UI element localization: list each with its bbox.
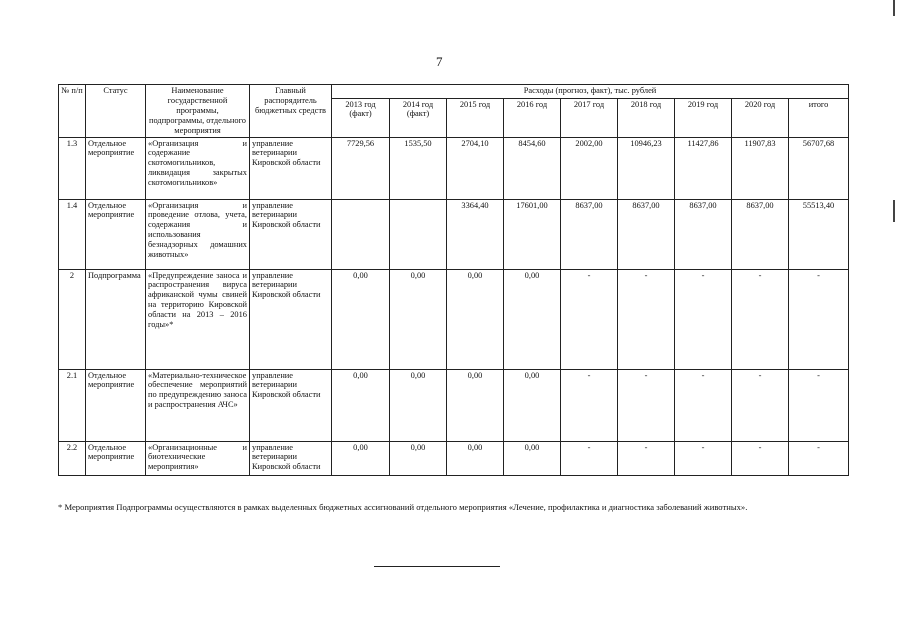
budget-table bbox=[58, 84, 849, 476]
row-number: 1.4 bbox=[59, 199, 86, 269]
row-value: 1535,50 bbox=[390, 137, 447, 199]
row-value: 0,00 bbox=[447, 369, 504, 441]
page-number: 7 bbox=[436, 54, 443, 69]
row-value: 0,00 bbox=[332, 441, 390, 475]
row-value: 0,00 bbox=[332, 369, 390, 441]
header-year: 2013 год (факт) bbox=[332, 98, 390, 137]
header-status: Статус bbox=[86, 85, 146, 138]
header-year: 2017 год bbox=[561, 98, 618, 137]
row-name: «Материально-техническое обеспечение мероприятий по предупреждению заноса и распространения АЧС» bbox=[146, 369, 250, 441]
row-value: - bbox=[618, 269, 675, 369]
row-value: - bbox=[732, 441, 789, 475]
header-year: 2018 год bbox=[618, 98, 675, 137]
row-value: 0,00 bbox=[447, 269, 504, 369]
header-executor: Главный распорядитель бюджетных средств bbox=[250, 85, 332, 138]
row-value: 11907,83 bbox=[732, 137, 789, 199]
header-expenses: Расходы (прогноз, факт), тыс. рублей bbox=[332, 85, 849, 99]
header-year: 2015 год bbox=[447, 98, 504, 137]
header-num: № п/п bbox=[59, 85, 86, 138]
row-value: 56707,68 bbox=[789, 137, 849, 199]
row-number: 1.3 bbox=[59, 137, 86, 199]
table-row bbox=[59, 369, 849, 441]
row-status: Подпрограмма bbox=[86, 269, 146, 369]
row-value: - bbox=[732, 369, 789, 441]
scan-edge-mark bbox=[893, 0, 895, 16]
row-value: 0,00 bbox=[447, 441, 504, 475]
row-value: 55513,40 bbox=[789, 199, 849, 269]
row-value: 2704,10 bbox=[447, 137, 504, 199]
row-value: 0,00 bbox=[504, 441, 561, 475]
row-value bbox=[390, 199, 447, 269]
row-value: - bbox=[675, 369, 732, 441]
table-row bbox=[59, 199, 849, 269]
row-value: 8637,00 bbox=[732, 199, 789, 269]
footer-rule bbox=[374, 566, 500, 567]
row-value: 8637,00 bbox=[561, 199, 618, 269]
header-row bbox=[59, 85, 849, 99]
header-year: итого bbox=[789, 98, 849, 137]
table-row bbox=[59, 269, 849, 369]
row-value: 2002,00 bbox=[561, 137, 618, 199]
row-value: 0,00 bbox=[504, 369, 561, 441]
row-value: 0,00 bbox=[332, 269, 390, 369]
row-value: - bbox=[618, 369, 675, 441]
row-executor: управление ветеринарии Кировской области bbox=[250, 199, 332, 269]
row-value: 0,00 bbox=[390, 269, 447, 369]
row-status: Отдельное мероприятие bbox=[86, 137, 146, 199]
row-value: 8454,60 bbox=[504, 137, 561, 199]
row-value: - bbox=[789, 269, 849, 369]
row-value: 8637,00 bbox=[675, 199, 732, 269]
row-executor: управление ветеринарии Кировской области bbox=[250, 137, 332, 199]
row-value: - bbox=[732, 269, 789, 369]
row-name: «Организационные и биотехнические мероприятия» bbox=[146, 441, 250, 475]
row-value: 0,00 bbox=[390, 441, 447, 475]
row-value bbox=[332, 199, 390, 269]
row-value: - bbox=[789, 441, 849, 475]
row-value: 0,00 bbox=[390, 369, 447, 441]
row-value: 0,00 bbox=[504, 269, 561, 369]
row-value: 10946,23 bbox=[618, 137, 675, 199]
row-status: Отдельное мероприятие bbox=[86, 369, 146, 441]
row-status: Отдельное мероприятие bbox=[86, 441, 146, 475]
header-name: Наименование государственной программы, подпрограммы, отдельного мероприятия bbox=[146, 85, 250, 138]
row-name: «Организация и содержание скотомогильников, ликвидация закрытых скотомогильников» bbox=[146, 137, 250, 199]
header-year: 2019 год bbox=[675, 98, 732, 137]
scan-edge-mark bbox=[893, 200, 895, 222]
row-value: 17601,00 bbox=[504, 199, 561, 269]
row-number: 2.1 bbox=[59, 369, 86, 441]
row-name: «Организация и проведение отлова, учета, содержания и использования безнадзорных домашних животных» bbox=[146, 199, 250, 269]
header-year: 2016 год bbox=[504, 98, 561, 137]
row-executor: управление ветеринарии Кировской области bbox=[250, 441, 332, 475]
row-value: - bbox=[618, 441, 675, 475]
footnote: * Мероприятия Подпрограммы осуществляются в рамках выделенных бюджетных ассигнований отдельного мероприятия «Лечение, профилактика и диагностика заболеваний животных». bbox=[58, 502, 748, 512]
row-value: 8637,00 bbox=[618, 199, 675, 269]
row-value: - bbox=[789, 369, 849, 441]
row-value: 11427,86 bbox=[675, 137, 732, 199]
header-year: 2020 год bbox=[732, 98, 789, 137]
row-value: - bbox=[675, 269, 732, 369]
row-name: «Предупреждение заноса и распространения вируса африканской чумы свиней на территорию Кировской области на 2013 – 2016 годы»* bbox=[146, 269, 250, 369]
table-row bbox=[59, 137, 849, 199]
row-value: - bbox=[561, 441, 618, 475]
row-value: - bbox=[561, 369, 618, 441]
table-row bbox=[59, 441, 849, 475]
row-status: Отдельное мероприятие bbox=[86, 199, 146, 269]
row-executor: управление ветеринарии Кировской области bbox=[250, 369, 332, 441]
table-body bbox=[59, 137, 849, 475]
row-value: - bbox=[561, 269, 618, 369]
row-number: 2.2 bbox=[59, 441, 86, 475]
row-number: 2 bbox=[59, 269, 86, 369]
row-value: 7729,56 bbox=[332, 137, 390, 199]
row-value: - bbox=[675, 441, 732, 475]
row-value: 3364,40 bbox=[447, 199, 504, 269]
header-year: 2014 год (факт) bbox=[390, 98, 447, 137]
row-executor: управление ветеринарии Кировской области bbox=[250, 269, 332, 369]
